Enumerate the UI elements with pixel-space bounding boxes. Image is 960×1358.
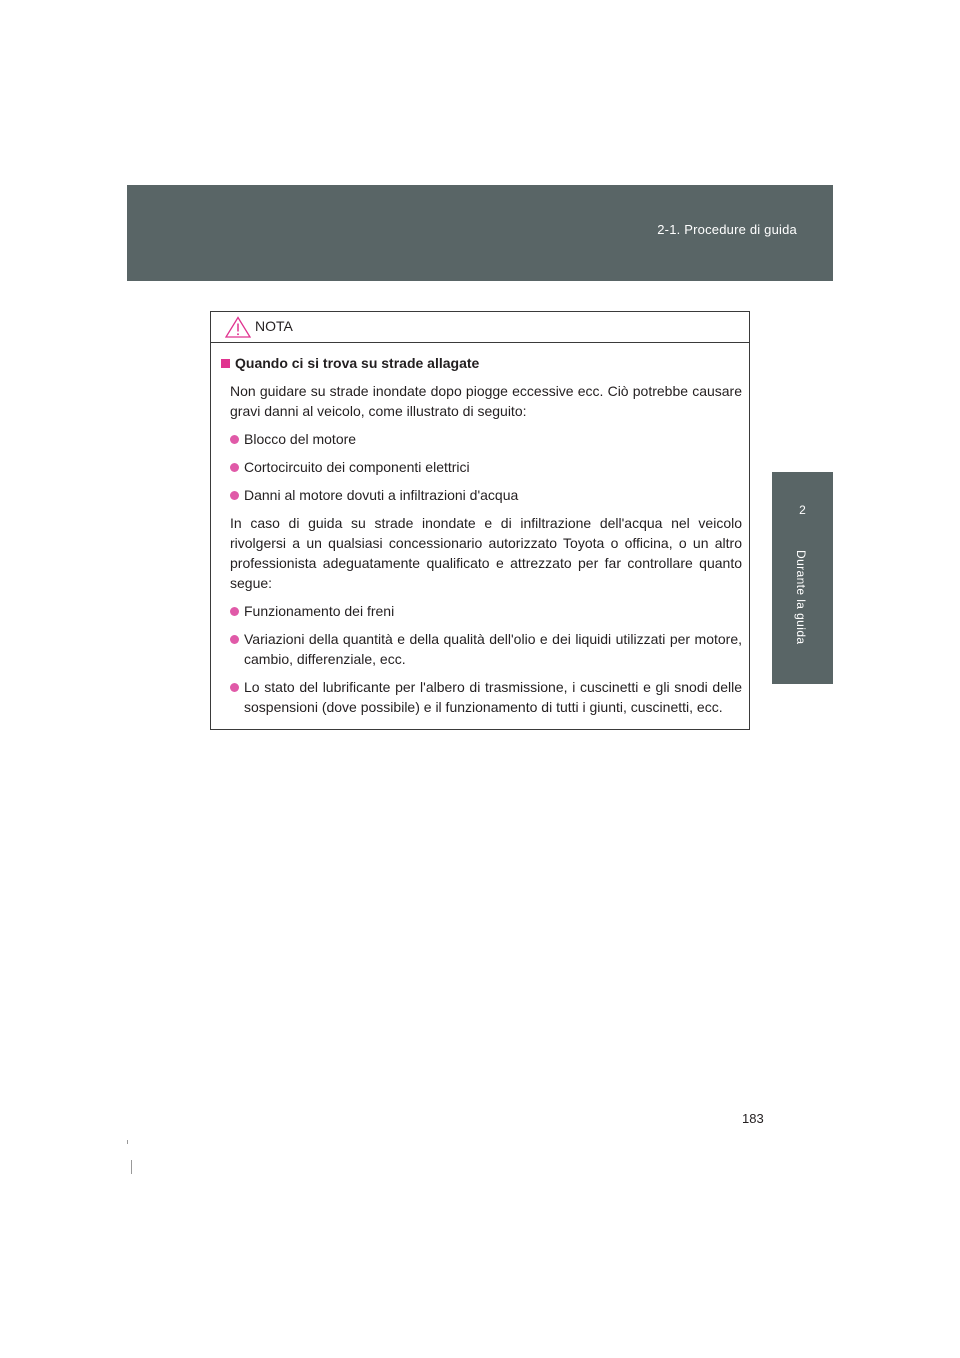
chapter-side-tab	[772, 472, 833, 684]
bullet-dot-icon	[230, 491, 239, 500]
subheading-text: Quando ci si trova su strade allagate	[235, 355, 480, 371]
notice-subheading	[221, 353, 742, 373]
notice-box	[210, 311, 750, 730]
notice-label: NOTA	[255, 318, 293, 334]
notice-body	[211, 343, 749, 717]
chapter-label: Durante la guida	[794, 550, 808, 645]
chapter-number: 2	[799, 503, 806, 517]
page-number: 183	[742, 1111, 764, 1126]
check-paragraph: In caso di guida su strade inondate e di infiltrazione dell'acqua nel veicolo rivolgersi a un qualsiasi concessionario autorizzato Toyota o officina, o un altro professionista adeguatamente qualificato e attrezzato per far controllare quanto segue:	[230, 515, 742, 591]
crop-mark	[131, 1160, 132, 1174]
list-item: Funzionamento dei freni	[230, 601, 742, 621]
crop-mark	[127, 1140, 128, 1144]
intro-paragraph: Non guidare su strade inondate dopo piogge eccessive ecc. Ciò potrebbe causare gravi danni al veicolo, come illustrato di seguito:	[230, 383, 742, 419]
list-item: Lo stato del lubrificante per l'albero di trasmissione, i cuscinetti e gli snodi delle sospensioni (dove possibile) e il funzionamento di tutti i giunti, cuscinetti, ecc.	[230, 677, 742, 717]
bullet-dot-icon	[230, 463, 239, 472]
bullet-dot-icon	[230, 607, 239, 616]
header-band	[127, 185, 833, 281]
list-item: Cortocircuito dei componenti elettrici	[230, 457, 742, 477]
bullet-dot-icon	[230, 683, 239, 692]
notice-header	[211, 312, 749, 343]
list-item: Danni al motore dovuti a infiltrazioni d'acqua	[230, 485, 742, 505]
bullet-dot-icon	[230, 635, 239, 644]
section-title: 2-1. Procedure di guida	[657, 222, 797, 237]
list-item: Blocco del motore	[230, 429, 742, 449]
square-bullet-icon	[221, 359, 230, 368]
bullet-dot-icon	[230, 435, 239, 444]
list-item: Variazioni della quantità e della qualità dell'olio e dei liquidi utilizzati per motore, cambio, differenziale, ecc.	[230, 629, 742, 669]
warning-triangle-icon	[225, 316, 251, 338]
